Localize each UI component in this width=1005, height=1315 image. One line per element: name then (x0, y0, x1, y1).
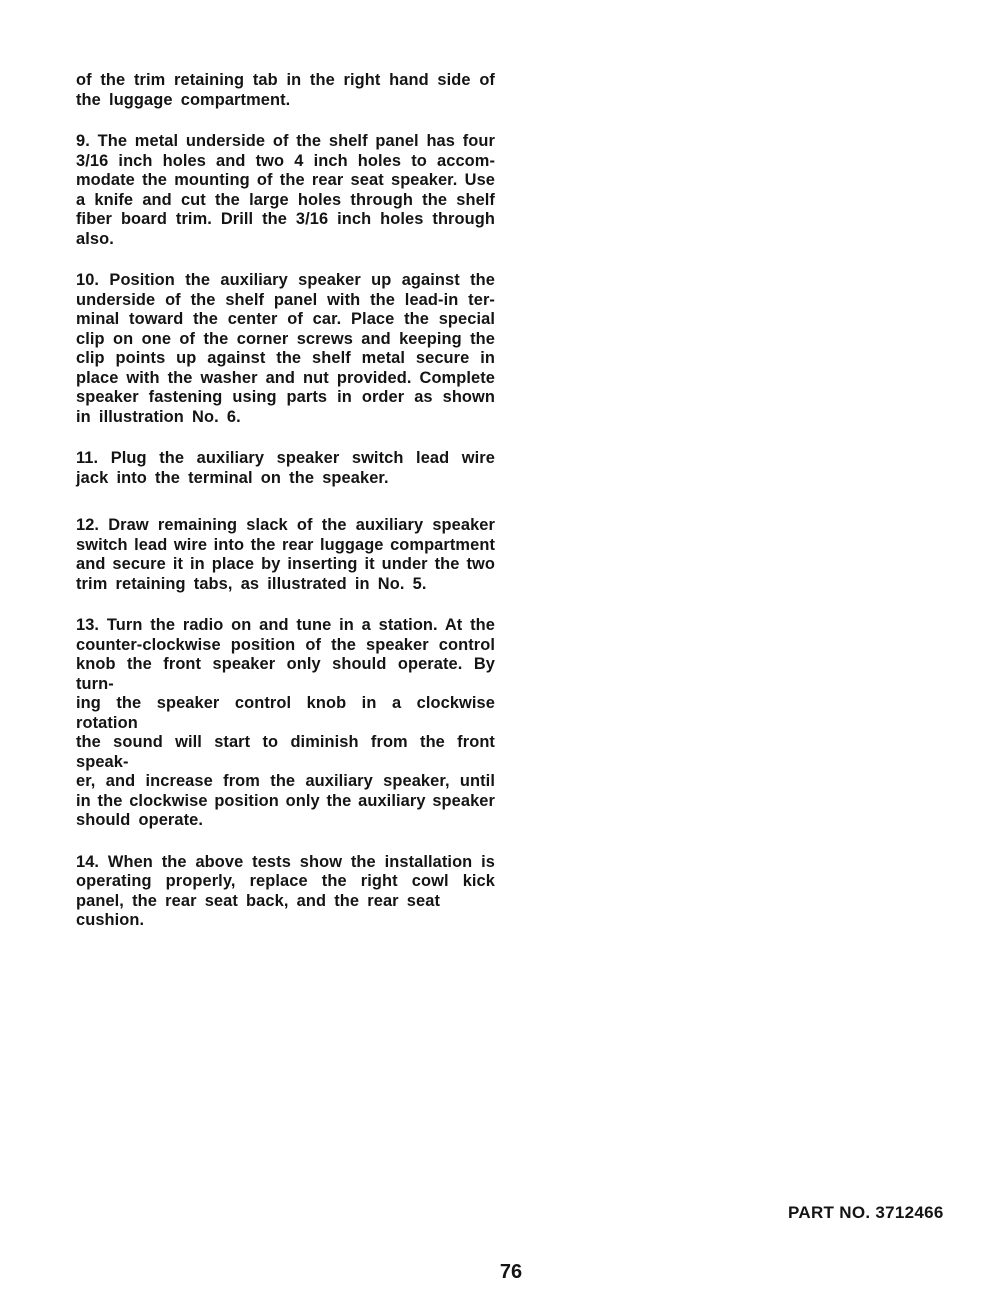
text-line: clip points up against the shelf metal secure in (76, 349, 495, 367)
text-line: and secure it in place by inserting it under the two (76, 555, 495, 573)
text-line: 12. Draw remaining slack of the auxiliary speaker (76, 516, 495, 534)
text-line: minal toward the center of car. Place the special (76, 310, 495, 328)
text-line: speaker fastening using parts in order as shown (76, 388, 495, 406)
text-line: the sound will start to diminish from the front speak- (76, 733, 495, 771)
text-line: 14. When the above tests show the installation is (76, 852, 495, 871)
text-line: counter-clockwise position of the speaker control (76, 635, 495, 654)
text-line: should operate. (76, 811, 204, 829)
text-line: of the trim retaining tab in the right hand side of (76, 71, 495, 89)
text-line: 13. Turn the radio on and tune in a station. At the (76, 616, 495, 634)
text-line: in the clockwise position only the auxiliary speaker (76, 791, 495, 810)
paragraph-step-14 (76, 853, 495, 931)
text-line: 11. Plug the auxiliary speaker switch lead wire (76, 449, 495, 467)
text-line: a knife and cut the large holes through the shelf (76, 190, 495, 209)
text-line: in illustration No. 6. (76, 407, 241, 426)
text-line: place with the washer and nut provided. Complete (76, 368, 495, 387)
instruction-text-column (76, 71, 495, 953)
paragraph-step-12 (76, 516, 495, 594)
text-line: switch lead wire into the rear luggage compartment (76, 535, 495, 554)
text-line: er, and increase from the auxiliary speaker, until (76, 772, 495, 790)
text-line: operating properly, replace the right cowl kick (76, 872, 495, 890)
text-line: 3/16 inch holes and two 4 inch holes to accom- (76, 151, 495, 170)
text-line: also. (76, 229, 114, 248)
page-number: 76 (499, 1261, 523, 1283)
text-line: underside of the shelf panel with the lead-in ter- (76, 290, 495, 309)
paragraph-step-10 (76, 271, 495, 427)
text-line: fiber board trim. Drill the 3/16 inch holes through (76, 210, 495, 228)
paragraph-step-13 (76, 616, 495, 831)
text-line: modate the mounting of the rear seat speaker. Use (76, 171, 495, 189)
text-line: knob the front speaker only should operate. By turn- (76, 655, 495, 693)
text-line: 9. The metal underside of the shelf panel has four (76, 132, 495, 150)
text-line: the luggage compartment. (76, 90, 291, 109)
part-number: PART NO. 3712466 (788, 1203, 944, 1222)
paragraph-continuation (76, 71, 495, 110)
text-line: jack into the terminal on the speaker. (76, 468, 389, 487)
text-line: clip on one of the corner screws and keeping the (76, 329, 495, 348)
text-line: panel, the rear seat back, and the rear seat cushion. (76, 891, 441, 929)
paragraph-step-11 (76, 449, 495, 488)
text-line: ing the speaker control knob in a clockwise rotation (76, 694, 495, 732)
paragraph-step-9 (76, 132, 495, 249)
text-line: 10. Position the auxiliary speaker up against the (76, 271, 495, 289)
text-line: trim retaining tabs, as illustrated in No. 5. (76, 574, 427, 593)
